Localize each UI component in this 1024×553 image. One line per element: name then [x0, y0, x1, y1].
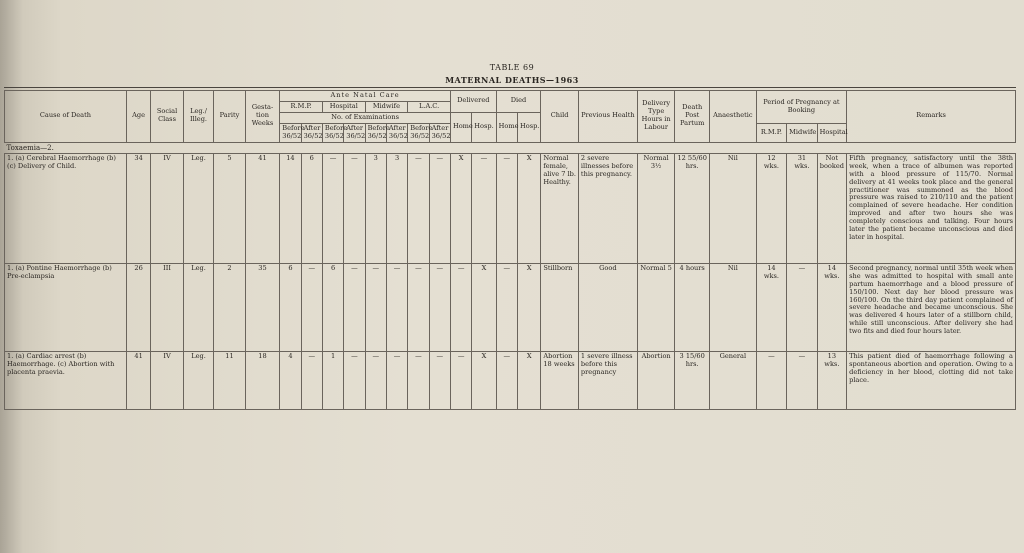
col-delivery-type: Delivery Type Hours in Labour	[637, 91, 675, 143]
cell-booking-hospital: 14 wks.	[817, 263, 846, 351]
cell-delivered-hosp: —	[472, 153, 496, 263]
cell-lac-after: —	[429, 351, 450, 409]
cell-parity: 2	[214, 263, 245, 351]
col-midwife: Midwife	[365, 101, 408, 112]
col-booking-rmp: R.M.P.	[756, 123, 786, 142]
col-leg: Leg./ Illeg.	[183, 91, 213, 143]
cell-previous-health: 2 severe illnesses before this pregnancy.	[578, 153, 637, 263]
col-gestation: Gesta- tion Weeks	[245, 91, 280, 143]
cell-mw-before: —	[365, 263, 386, 351]
header-row-1	[5, 91, 1016, 102]
cell-booking-hospital: Not booked	[817, 153, 846, 263]
cell-social: III	[151, 263, 184, 351]
cell-child: Abortion 18 weeks	[541, 351, 579, 409]
cell-leg: Leg.	[183, 153, 213, 263]
cell-mw-before: —	[365, 351, 386, 409]
col-delivered: Delivered	[450, 91, 496, 113]
cell-booking-rmp: 12 wks.	[756, 153, 786, 263]
cell-died-home: —	[496, 263, 517, 351]
cell-lac-after: —	[429, 263, 450, 351]
col-ante-natal-care: Ante Natal Care	[280, 91, 451, 102]
cell-remarks: This patient died of haemorrhage following a spontaneous abortion and operation. Owing to a deficiency in her blood, clotting did not take place.	[847, 351, 1016, 409]
cell-remarks: Second pregnancy, normal until 35th week when she was admitted to hospital with small ante partum haemorrhage and a blood pressure of 150/100. Next day her blood pressure was 160/100. On the third day patient complained of severe headache and became unconscious. She was delivered 4 hours later of a stillborn child, while still unconscious. After delivery she had two fits and died four hours later.	[847, 263, 1016, 351]
cell-delivery-type: Abortion	[637, 351, 675, 409]
cell-lac-before: —	[408, 351, 429, 409]
table-title: MATERNAL DEATHS—1963	[445, 75, 579, 85]
cell-social: IV	[151, 153, 184, 263]
cell-hosp-after: —	[344, 153, 365, 263]
col-died-home: Home	[496, 112, 517, 142]
cell-anaesthetic: Nil	[709, 263, 756, 351]
cell-delivered-hosp: X	[472, 263, 496, 351]
col-booking: Period of Pregnancy at Booking	[756, 91, 846, 124]
col-delivered-home: Home	[450, 112, 471, 142]
cell-age: 41	[126, 351, 150, 409]
col-examinations: No. of Examinations	[280, 112, 451, 123]
cell-age: 26	[126, 263, 150, 351]
cell-rmp-after: —	[301, 351, 322, 409]
col-died: Died	[496, 91, 541, 113]
col-hosp-after: After 36/52	[344, 123, 365, 142]
col-booking-midwife: Midwife	[787, 123, 817, 142]
cell-death-post-partum: 4 hours	[675, 263, 710, 351]
cell-leg: Leg.	[183, 263, 213, 351]
cell-rmp-before: 14	[280, 153, 301, 263]
top-rule	[4, 87, 1016, 88]
table-row	[5, 351, 1016, 409]
cell-delivered-home: —	[450, 263, 471, 351]
cell-mw-before: 3	[365, 153, 386, 263]
cell-delivery-type: Normal 5	[637, 263, 675, 351]
col-anaesthetic: Anaesthetic	[709, 91, 756, 143]
cell-delivered-home: X	[450, 153, 471, 263]
cell-age: 34	[126, 153, 150, 263]
table-row	[5, 263, 1016, 351]
col-social-class: Social Class	[151, 91, 184, 143]
col-age: Age	[126, 91, 150, 143]
cell-cause: 1. (a) Cerebral Haemorrhage (b) (c) Delivery of Child.	[5, 153, 127, 263]
cell-rmp-after: —	[301, 263, 322, 351]
cell-hosp-before: 6	[322, 263, 343, 351]
cell-death-post-partum: 12 55/60 hrs.	[675, 153, 710, 263]
col-hosp-before: Before 36/52	[322, 123, 343, 142]
cell-booking-hospital: 13 wks.	[817, 351, 846, 409]
col-cause: Cause of Death	[5, 91, 127, 143]
cell-anaesthetic: Nil	[709, 153, 756, 263]
col-rmp: R.M.P.	[280, 101, 323, 112]
cell-death-post-partum: 3 15/60 hrs.	[675, 351, 710, 409]
cell-delivered-hosp: X	[472, 351, 496, 409]
cell-remarks: Fifth pregnancy, satisfactory until the 38th week, when a trace of albumen was reported with a blood pressure of 115/70. Normal delivery at 41 weeks took place and the general practitioner was summoned as the blood pressure was raised to 210/110 and the patient complained of severe headache. Her condition improved and after two hours she was completely conscious and talking. Four hours later the patient became unconscious and died later in hospital.	[847, 153, 1016, 263]
cell-gestation: 35	[245, 263, 280, 351]
cell-cause: 1. (a) Cardiac arrest (b) Haemorrhage. (c) Abortion with placenta praevia.	[5, 351, 127, 409]
col-died-hosp: Hosp.	[517, 112, 540, 142]
cell-child: Normal female, alive 7 lb. Healthy.	[541, 153, 579, 263]
col-mw-before: Before 36/52	[365, 123, 386, 142]
cell-mw-after: 3	[386, 153, 407, 263]
col-lac: L.A.C.	[408, 101, 451, 112]
col-mw-after: After 36/52	[386, 123, 407, 142]
cell-child: Stillborn	[541, 263, 579, 351]
table-number: TABLE 69	[489, 63, 535, 72]
section-row	[5, 142, 1016, 153]
cell-lac-before: —	[408, 263, 429, 351]
col-rmp-before: Before 36/52	[280, 123, 301, 142]
cell-gestation: 18	[245, 351, 280, 409]
cell-hosp-before: 1	[322, 351, 343, 409]
cell-hosp-before: —	[322, 153, 343, 263]
cell-booking-rmp: —	[756, 351, 786, 409]
cell-cause: 1. (a) Pontine Haemorrhage (b) Pre-eclampsia	[5, 263, 127, 351]
cell-anaesthetic: General	[709, 351, 756, 409]
col-previous-health: Previous Health	[578, 91, 637, 143]
col-remarks: Remarks	[847, 91, 1016, 143]
cell-hosp-after: —	[344, 263, 365, 351]
cell-hosp-after: —	[344, 351, 365, 409]
cell-rmp-after: 6	[301, 153, 322, 263]
cell-lac-after: —	[429, 153, 450, 263]
col-parity: Parity	[214, 91, 245, 143]
cell-died-hosp: X	[517, 351, 540, 409]
col-rmp-after: After 36/52	[301, 123, 322, 142]
col-child: Child	[541, 91, 579, 143]
col-lac-before: Before 36/52	[408, 123, 429, 142]
cell-died-home: —	[496, 153, 517, 263]
section-title: Toxaemia—2.	[5, 142, 1016, 153]
cell-social: IV	[151, 351, 184, 409]
col-lac-after: After 36/52	[429, 123, 450, 142]
cell-rmp-before: 4	[280, 351, 301, 409]
cell-mw-after: —	[386, 263, 407, 351]
cell-delivered-home: —	[450, 351, 471, 409]
cell-died-home: —	[496, 351, 517, 409]
cell-gestation: 41	[245, 153, 280, 263]
cell-lac-before: —	[408, 153, 429, 263]
maternal-deaths-table	[4, 90, 1016, 410]
cell-parity: 5	[214, 153, 245, 263]
col-booking-hospital: Hospital	[817, 123, 846, 142]
col-death-post-partum: Death Post Partum	[675, 91, 710, 143]
cell-parity: 11	[214, 351, 245, 409]
cell-previous-health: Good	[578, 263, 637, 351]
col-hospital: Hospital	[322, 101, 365, 112]
cell-booking-rmp: 14 wks.	[756, 263, 786, 351]
cell-previous-health: 1 severe illness before this pregnancy	[578, 351, 637, 409]
cell-booking-midwife: —	[787, 351, 817, 409]
cell-booking-midwife: 31 wks.	[787, 153, 817, 263]
col-delivered-hosp: Hosp.	[472, 112, 496, 142]
table-row	[5, 153, 1016, 263]
cell-mw-after: —	[386, 351, 407, 409]
cell-died-hosp: X	[517, 153, 540, 263]
cell-died-hosp: X	[517, 263, 540, 351]
cell-leg: Leg.	[183, 351, 213, 409]
cell-rmp-before: 6	[280, 263, 301, 351]
cell-booking-midwife: —	[787, 263, 817, 351]
cell-delivery-type: Normal 3½	[637, 153, 675, 263]
